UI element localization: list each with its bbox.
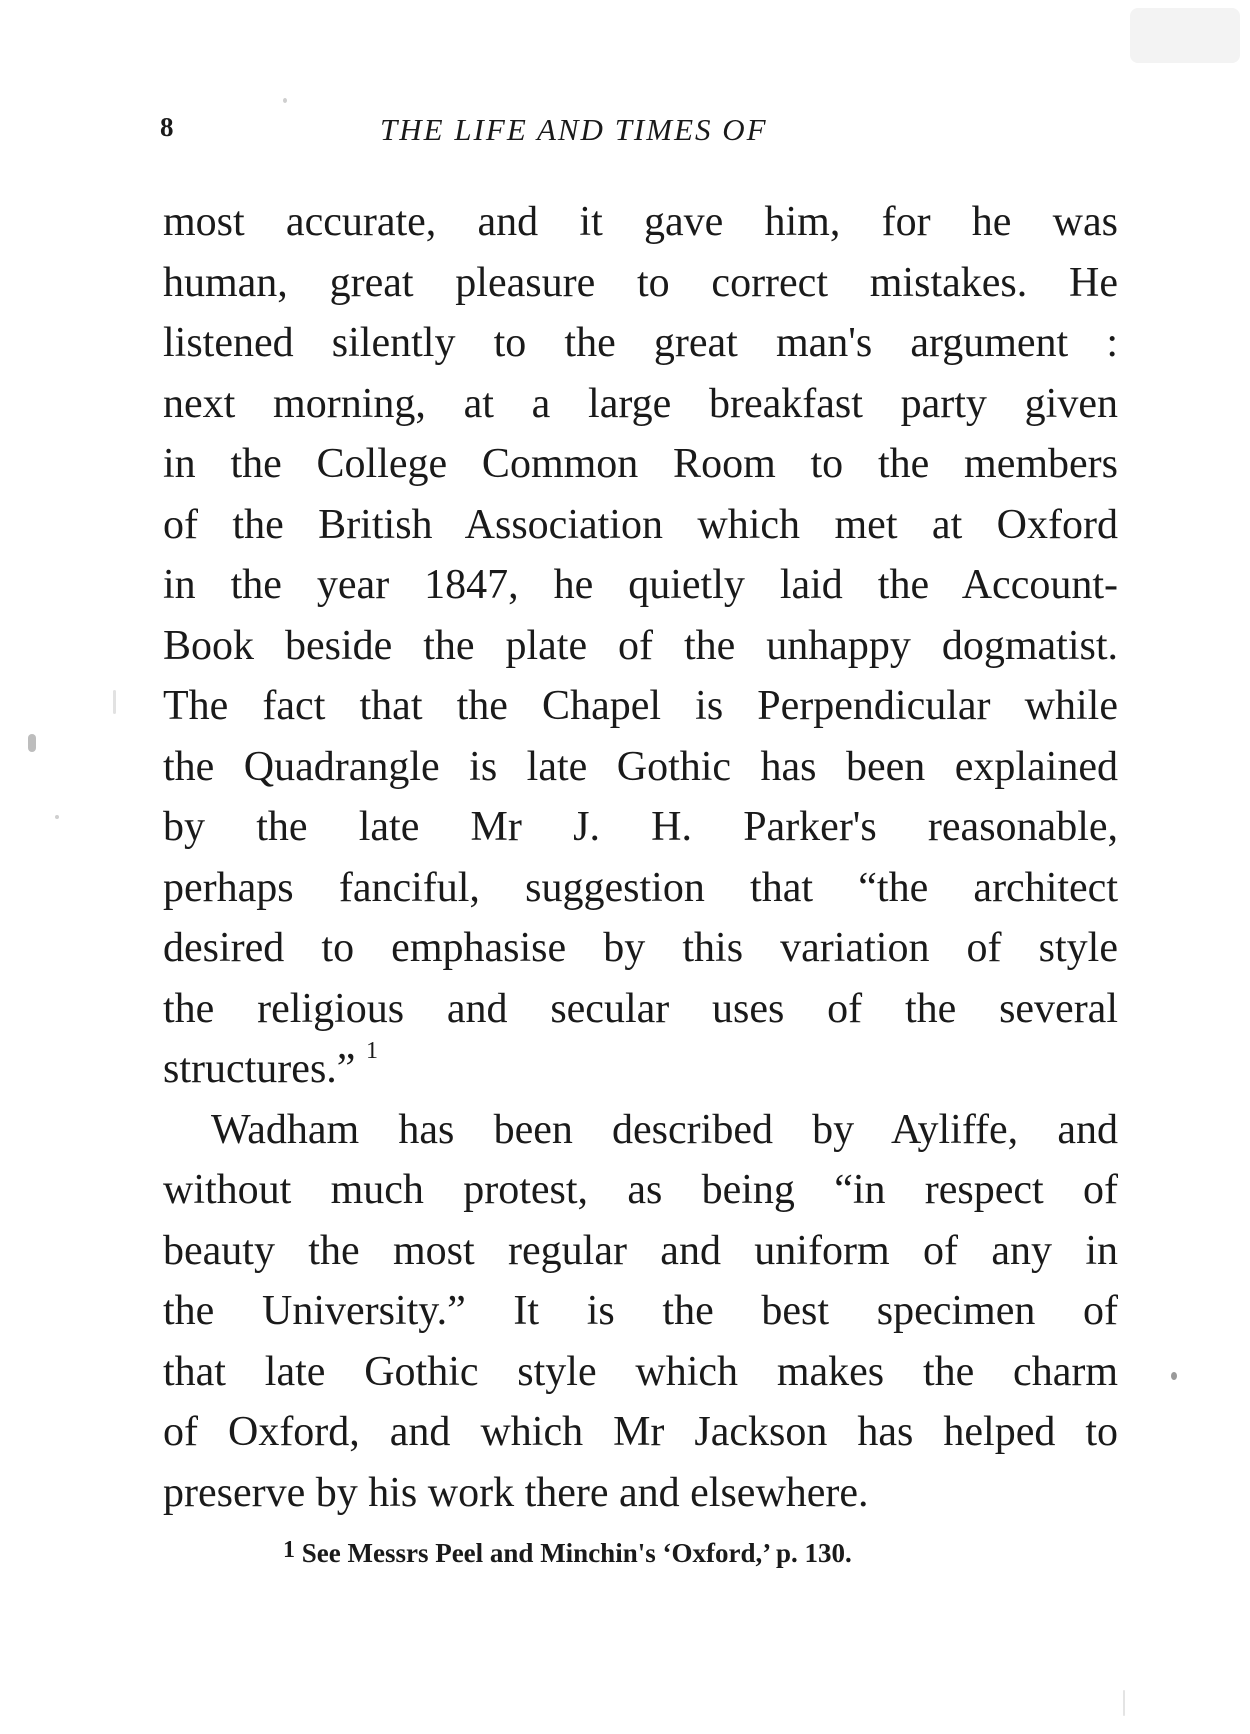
running-head: THE LIFE AND TIMES OF	[380, 112, 768, 147]
scan-speck	[1123, 1690, 1125, 1716]
text-line: perhaps fanciful, suggestion that “the architect	[163, 864, 1118, 911]
scan-speck	[113, 690, 116, 714]
scan-speck	[55, 815, 59, 819]
page-number: 8	[160, 112, 174, 142]
text-line: the Quadrangle is late Gothic has been explained	[163, 743, 1118, 790]
text-line: Wadham has been described by Ayliffe, and	[211, 1106, 1118, 1153]
text-line: desired to emphasise by this variation of style	[163, 925, 1118, 971]
text-line: beauty the most regular and uniform of any in	[163, 1227, 1118, 1274]
scan-speck	[283, 98, 287, 103]
footnote	[283, 1538, 852, 1569]
text-line: preserve by his work there and elsewhere.	[163, 1469, 869, 1516]
text-line: most accurate, and it gave him, for he was	[163, 199, 1118, 245]
footnote-reference[interactable]: 1	[365, 1038, 378, 1064]
text-line: listened silently to the great man's argument :	[163, 320, 1118, 366]
text-line: Book beside the plate of the unhappy dogmatist.	[163, 622, 1118, 669]
text-line: the religious and secular uses of the several	[163, 985, 1118, 1032]
body-text	[163, 192, 1118, 1523]
text-line: without much protest, as being “in respect of	[163, 1167, 1118, 1213]
text-line: The fact that the Chapel is Perpendicular while	[163, 683, 1118, 729]
text-line: human, great pleasure to correct mistakes. He	[163, 259, 1118, 306]
text-line: of Oxford, and which Mr Jackson has helped to	[163, 1409, 1118, 1455]
paragraph-end-text: structures.”	[163, 1046, 356, 1092]
scan-speck	[28, 734, 36, 752]
footnote-text: See Messrs Peel and Minchin's ‘Oxford,’ p. 130.	[301, 1538, 852, 1568]
text-line: in the College Common Room to the members	[163, 441, 1118, 487]
text-line: the University.” It is the best specimen of	[163, 1288, 1118, 1334]
text-line: that late Gothic style which makes the charm	[163, 1348, 1118, 1395]
footnote-marker: 1	[283, 1537, 295, 1563]
text-line: of the British Association which met at Oxford	[163, 501, 1118, 548]
page-header	[160, 112, 920, 152]
text-line: in the year 1847, he quietly laid the Account-	[163, 562, 1118, 608]
text-line: by the late Mr J. H. Parker's reasonable,	[163, 804, 1118, 850]
text-line	[163, 1039, 1118, 1100]
scan-speck	[1171, 1372, 1177, 1380]
scan-speck	[1130, 8, 1240, 63]
text-line: next morning, at a large breakfast party given	[163, 380, 1118, 427]
